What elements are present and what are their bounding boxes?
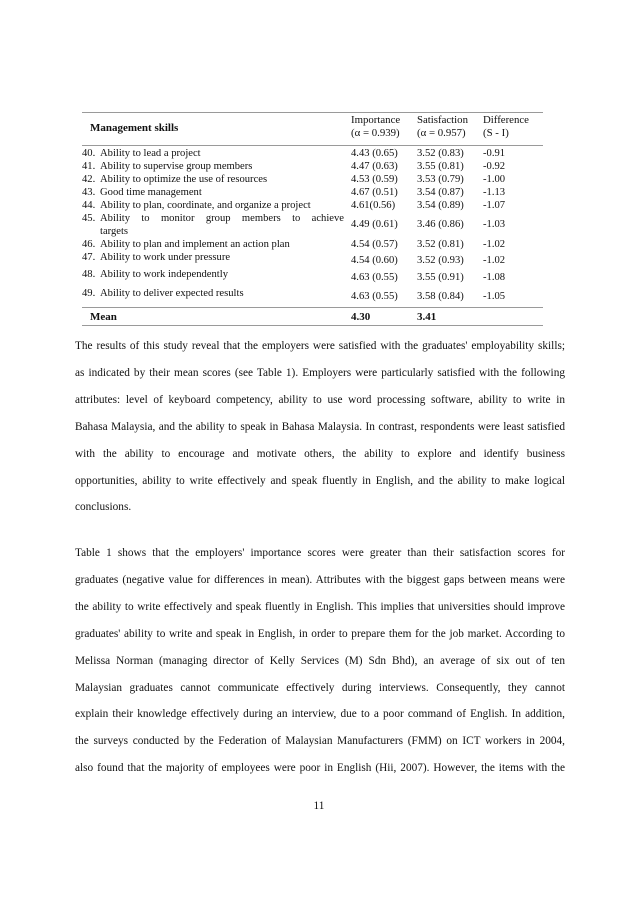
row-difference: -1.00 (483, 174, 506, 185)
row-importance: 4.49 (0.61) (351, 219, 398, 230)
row-importance: 4.61(0.56) (351, 200, 396, 211)
mean-label: Mean (90, 311, 117, 323)
row-importance: 4.53 (0.59) (351, 174, 398, 185)
text-line: the surveys conducted by the Federation of Malaysian Manufacturers (FMM) on ICT workers in 2004, (75, 735, 565, 748)
row-number: 45. (82, 213, 96, 224)
row-importance: 4.54 (0.60) (351, 255, 398, 266)
row-importance: 4.43 (0.65) (351, 148, 398, 159)
text-line: Melissa Norman (managing director of Kelly Services (M) Sdn Bhd), an average of six out of ten (75, 654, 565, 667)
row-difference: -1.02 (483, 255, 506, 266)
row-label: Ability to monitor group members to achieve (100, 213, 344, 224)
row-number: 43. (82, 187, 96, 198)
paragraph-results (75, 333, 565, 521)
row-difference: -1.03 (483, 219, 506, 230)
row-label-continuation: targets (100, 226, 129, 237)
row-satisfaction: 3.55 (0.81) (417, 161, 464, 172)
row-number: 46. (82, 239, 96, 250)
row-satisfaction: 3.53 (0.79) (417, 174, 464, 185)
header-importance-alpha: (α = 0.939) (351, 127, 400, 139)
mean-importance: 4.30 (351, 311, 371, 323)
row-satisfaction: 3.52 (0.81) (417, 239, 464, 250)
page-number: 11 (313, 800, 325, 812)
header-importance-title: Importance (351, 114, 401, 126)
row-satisfaction: 3.54 (0.89) (417, 200, 464, 211)
text-line: opportunities, ability to write effectively and speak fluently in English, and the ability to make logical (75, 474, 565, 487)
row-difference: -0.91 (483, 148, 506, 159)
header-importance (351, 114, 400, 140)
row-importance: 4.67 (0.51) (351, 187, 398, 198)
header-satisfaction-alpha: (α = 0.957) (417, 127, 466, 139)
header-satisfaction (417, 114, 468, 140)
row-label: Ability to lead a project (100, 148, 201, 159)
text-line: also found that the majority of employees were poor in English (Hii, 2007). However, the items with the (75, 762, 565, 775)
text-line: conclusions. (75, 501, 132, 514)
row-number: 42. (82, 174, 96, 185)
text-line: as indicated by their mean scores (see Table 1). Employers were particularly satisfied with the following (75, 366, 565, 379)
header-difference-title: Difference (483, 114, 529, 126)
row-label: Ability to plan and implement an action plan (100, 239, 290, 250)
text-line: graduates' ability to write and speak in English, in order to prepare them for the job market. According to (75, 627, 565, 640)
header-difference (483, 114, 529, 140)
row-importance: 4.63 (0.55) (351, 272, 398, 283)
text-line: Table 1 shows that the employers' importance scores were greater than their satisfaction scores for (75, 547, 565, 559)
text-line: attributes: level of keyboard competency, ability to use word processing software, ability to write in (75, 393, 565, 406)
row-label: Ability to supervise group members (100, 161, 253, 172)
header-satisfaction-title: Satisfaction (417, 114, 468, 126)
row-difference: -1.05 (483, 291, 506, 302)
header-difference-formula: (S - I) (483, 127, 509, 139)
row-difference: -1.13 (483, 187, 506, 198)
text-line: Malaysian graduates cannot communicate effectively during interviews. Consequently, they cannot (75, 681, 565, 694)
row-label: Ability to plan, coordinate, and organize a project (100, 200, 311, 211)
text-line: The results of this study reveal that the employers were satisfied with the graduates' employability skills; (75, 340, 565, 352)
row-number: 41. (82, 161, 96, 172)
table-bottom-rule (82, 325, 543, 326)
text-line: Bahasa Malaysia, and the ability to speak in Bahasa Malaysia. In contrast, respondents were least satisfied (75, 420, 565, 433)
text-line: graduates (negative value for differences in mean). Attributes with the biggest gaps between means were (75, 573, 565, 586)
table-mean-rule (82, 307, 543, 308)
row-difference: -0.92 (483, 161, 506, 172)
row-difference: -1.07 (483, 200, 506, 211)
row-satisfaction: 3.58 (0.84) (417, 291, 464, 302)
row-importance: 4.63 (0.55) (351, 291, 398, 302)
mean-satisfaction: 3.41 (417, 311, 437, 323)
row-label: Ability to deliver expected results (100, 288, 244, 299)
table-header-rule (82, 145, 543, 146)
row-importance: 4.47 (0.63) (351, 161, 398, 172)
row-difference: -1.02 (483, 239, 506, 250)
row-number: 49. (82, 288, 96, 299)
row-importance: 4.54 (0.57) (351, 239, 398, 250)
row-number: 47. (82, 252, 96, 263)
header-management-skills: Management skills (90, 122, 179, 134)
row-difference: -1.08 (483, 272, 506, 283)
row-satisfaction: 3.46 (0.86) (417, 219, 464, 230)
row-satisfaction: 3.55 (0.91) (417, 272, 464, 283)
row-satisfaction: 3.52 (0.93) (417, 255, 464, 266)
row-number: 48. (82, 269, 96, 280)
row-satisfaction: 3.52 (0.83) (417, 148, 464, 159)
text-line: the ability to write effectively and speak fluently in English. This implies that universities should improve (75, 600, 565, 613)
row-label: Ability to work independently (100, 269, 228, 280)
table-header (82, 112, 543, 145)
row-label: Good time management (100, 187, 202, 198)
row-label: Ability to work under pressure (100, 252, 231, 263)
row-number: 44. (82, 200, 96, 211)
text-line: with the ability to encourage and motivate others, the ability to explore and identify business (75, 447, 565, 460)
row-number: 40. (82, 148, 96, 159)
row-label: Ability to optimize the use of resources (100, 174, 268, 185)
text-line: explain their knowledge effectively during an interview, due to a poor command of English. In addition, (75, 708, 565, 721)
row-satisfaction: 3.54 (0.87) (417, 187, 464, 198)
paragraph-table-analysis (75, 540, 565, 782)
